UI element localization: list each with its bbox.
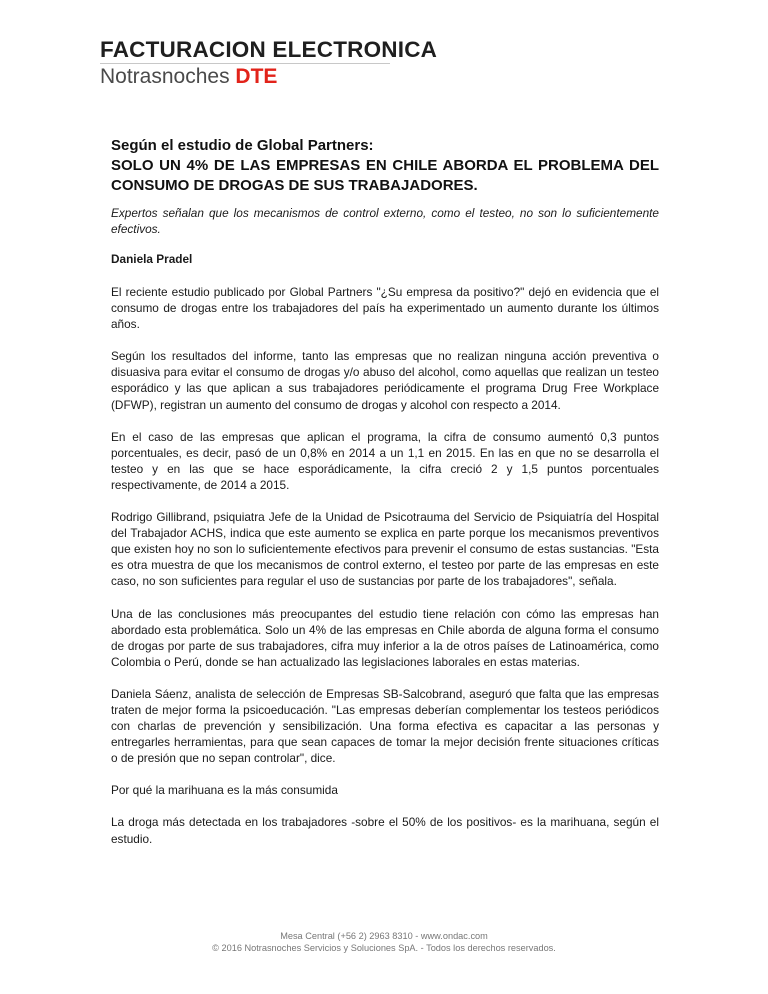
article-paragraph: En el caso de las empresas que aplican el programa, la cifra de consumo aumentó 0,3 puntos porcentuales, es decir, pasó de un 0,8% en 2014 a un 1,1 en 2015. En las en que no se desarrolla el testeo y en las que se hace esporádicamente, la cifra creció 2 y 1,5 puntos porcentuales respectivamente, de 2014 a 2015. bbox=[111, 429, 659, 492]
article-author: Daniela Pradel bbox=[111, 252, 193, 266]
logo-title: FACTURACION ELECTRONICA bbox=[100, 37, 438, 62]
article bbox=[111, 136, 659, 863]
article-title-line1: Según el estudio de Global Partners: bbox=[111, 137, 374, 154]
article-paragraph: Según los resultados del informe, tanto las empresas que no realizan ninguna acción preventiva o disuasiva para evitar el consumo de drogas y/o abuso del alcohol, como aquellas que realizan un testeo esporádico y las que aplican a sus trabajadores periódicamente el programa Drug Free Workplace (DFWP), registran un aumento del consumo de drogas y alcohol con respecto a 2014. bbox=[111, 349, 659, 412]
logo-subtitle bbox=[100, 66, 437, 88]
footer-copyright: © 2016 Notrasnoches Servicios y Soluciones SpA. - Todos los derechos reservados. bbox=[212, 943, 556, 953]
article-section-heading: Por qué la marihuana es la más consumida bbox=[111, 783, 338, 798]
article-paragraph: El reciente estudio publicado por Global Partners "¿Su empresa da positivo?" dejó en evidencia que el consumo de drogas entre los trabajadores del país ha experimentado un aumento durante los últimos años. bbox=[111, 285, 659, 332]
page-footer bbox=[0, 930, 768, 954]
article-paragraph: La droga más detectada en los trabajadores -sobre el 50% de los positivos- es la marihuana, según el estudio. bbox=[111, 815, 659, 846]
logo-divider bbox=[100, 63, 390, 64]
logo-brand: Notrasnoches bbox=[100, 65, 230, 88]
company-logo bbox=[100, 38, 437, 88]
footer-contact: Mesa Central (+56 2) 2963 8310 - www.ondac.com bbox=[280, 931, 488, 941]
logo-dte: DTE bbox=[235, 65, 278, 88]
article-paragraph: Rodrigo Gillibrand, psiquiatra Jefe de la Unidad de Psicotrauma del Servicio de Psiquiatría del Hospital del Trabajador ACHS, indica que este aumento se explica en parte porque los mecanismos preventivos que existen hoy no son lo suficientemente efectivos para prevenir el consumo de estas sustancias. "Esta es otra muestra de que los mecanismos de control externo, el testeo por parte de las empresas en este caso, no son suficientes para regular el uso de sustancias por parte de los trabajadores", señala. bbox=[111, 510, 659, 589]
article-subtitle: Expertos señalan que los mecanismos de control externo, como el testeo, no son lo suficientemente efectivos. bbox=[111, 206, 659, 236]
article-title bbox=[111, 136, 659, 196]
article-title-line2: SOLO UN 4% DE LAS EMPRESAS EN CHILE ABORDA EL PROBLEMA DEL CONSUMO DE DROGAS DE SUS TRABAJADORES. bbox=[111, 157, 659, 194]
article-paragraph: Daniela Sáenz, analista de selección de Empresas SB-Salcobrand, aseguró que falta que las empresas traten de mejor forma la psicoeducación. "Las empresas deberían complementar los testeos periódicos con charlas de prevención y sensibilización. Una forma efectiva es capacitar a las personas y entregarles herramientas, para que sean capaces de tomar la mejor decisión frente situaciones críticas o de presión que no sepan controlar", dice. bbox=[111, 686, 659, 766]
article-paragraph: Una de las conclusiones más preocupantes del estudio tiene relación con cómo las empresas han abordado esta problemática. Solo un 4% de las empresas en Chile aborda de alguna forma el consumo de drogas por parte de sus trabajadores, cifra muy inferior a la de otros países de Latinoamérica, como Colombia o Perú, donde se han actualizado las legislaciones laborales en estas materias. bbox=[111, 606, 659, 669]
